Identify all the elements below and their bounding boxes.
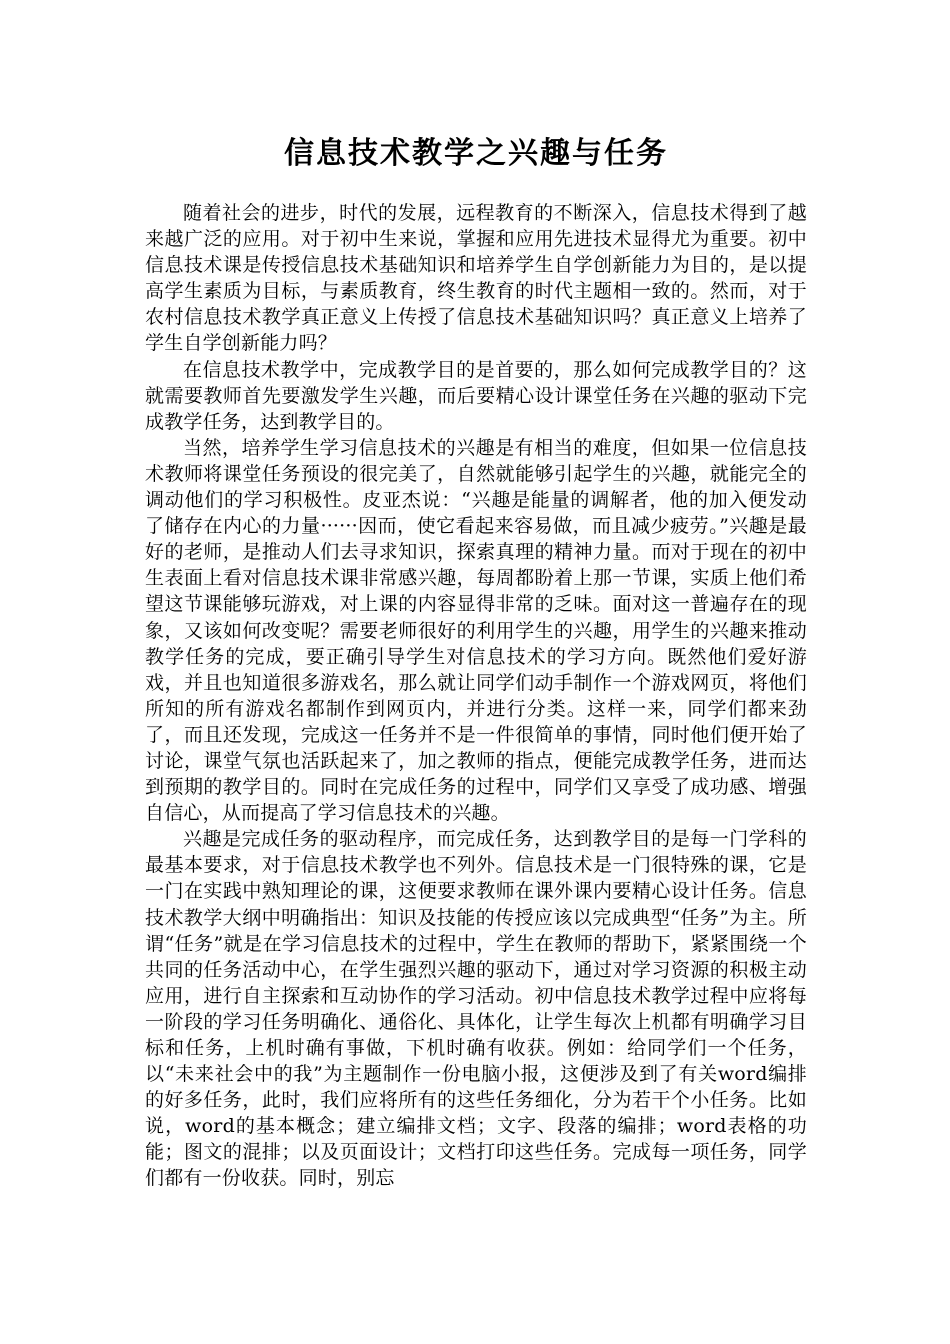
document-title: 信息技术教学之兴趣与任务 — [284, 136, 668, 171]
paragraph-3: 当然，培养学生学习信息技术的兴趣是有相当的难度，但如果一位信息技术教师将课堂任务预设的很完美了，自然就能够引起学生的兴趣，就能完全的调动他们的学习积极性。皮亚杰说：“兴趣是能量的调解者，他的加入便发动了储存在内心的力量······因而，使它看起来容易做，而且减少疲劳。”兴趣是最好的老师，是推动人们去寻求知识，探索真理的精神力量。而对于现在的初中生表面上看对信息技术课非常感兴趣，每周都盼着上那一节课，实质上他们希望这节课能够玩游戏，对上课的内容显得非常的乏味。面对这一普遍存在的现象，又该如何改变呢？需要老师很好的利用学生的兴趣，用学生的兴趣来推动教学任务的完成，要正确引导学生对信息技术的学习方向。既然他们爱好游戏，并且也知道很多游戏名，那么就让同学们动手制作一个游戏网页，将他们所知的所有游戏名都制作到网页内，并进行分类。这样一来，同学们都来劲了，而且还发现，完成这一任务并不是一件很简单的事情，同时他们便开始了讨论，课堂气氛也活跃起来了，加之教师的指点，便能完成教学任务，进而达到预期的教学目的。同时在完成任务的过程中，同学们又享受了成功感、增强自信心，从而提高了学习信息技术的兴趣。 — [145, 436, 807, 825]
document-page — [145, 120, 807, 1192]
paragraph-4: 兴趣是完成任务的驱动程序，而完成任务，达到教学目的是每一门学科的最基本要求，对于信息技术教学也不列外。信息技术是一门很特殊的课，它是一门在实践中熟知理论的课，这便要求教师在课外课内要精心设计任务。信息技术教学大纲中明确指出：知识及技能的传授应该以完成典型“任务”为主。所谓“任务”就是在学习信息技术的过程中，学生在教师的帮助下，紧紧围绕一个共同的任务活动中心，在学生强烈兴趣的驱动下，通过对学习资源的积极主动应用，进行自主探索和互动协作的学习活动。初中信息技术教学过程中应将每一阶段的学习任务明确化、通俗化、具体化，让学生每次上机都有明确学习目标和任务，上机时确有事做，下机时确有收获。例如：给同学们一个任务，以“未来社会中的我”为主题制作一份电脑小报，这便涉及到了有关word编排的好多任务，此时，我们应将所有的这些任务细化，分为若干个小任务。比如说，word的基本概念；建立编排文档；文字、段落的编排；word表格的功能；图文的混排；以及页面设计；文档打印这些任务。完成每一项任务，同学们都有一份收获。同时，别忘 — [145, 828, 807, 1190]
paragraph-2: 在信息技术教学中，完成教学目的是首要的，那么如何完成教学目的？这就需要教师首先要激发学生兴趣，而后要精心设计课堂任务在兴趣的驱动下完成教学任务，达到教学目的。 — [145, 358, 807, 433]
paragraph-1: 随着社会的进步，时代的发展，远程教育的不断深入，信息技术得到了越来越广泛的应用。对于初中生来说，掌握和应用先进技术显得尤为重要。初中信息技术课是传授信息技术基础知识和培养学生自学创新能力为目的，是以提高学生素质为目标，与素质教育，终生教育的时代主题相一致的。然而，对于农村信息技术教学真正意义上传授了信息技术基础知识吗？真正意义上培养了学生自学创新能力吗？ — [145, 202, 807, 355]
